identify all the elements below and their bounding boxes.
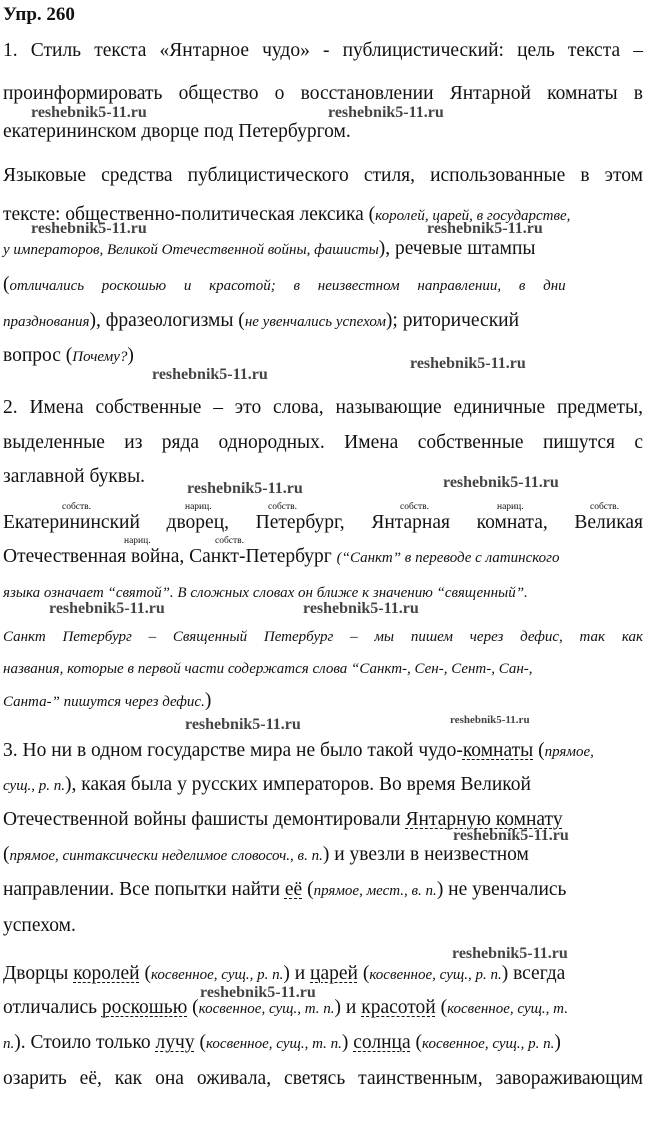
watermark: reshebnik5-11.ru <box>452 945 568 962</box>
text-segment: ( <box>302 879 314 900</box>
text-segment: отличались <box>3 997 102 1018</box>
text-line <box>3 343 643 370</box>
text-segment: ( <box>3 274 10 295</box>
annotation: косвенное, сущ., р. п. <box>422 1036 555 1052</box>
annotation: сущ., р. п. <box>3 778 66 794</box>
text-segment: ( <box>410 1032 422 1053</box>
text-segment: направлении. Все попытки найти <box>3 879 285 900</box>
text-segment: ), речевые штампы <box>378 238 536 259</box>
watermark: reshebnik5-11.ru <box>31 220 147 237</box>
example-words: отличались роскошью и красотой; в неизвестном направлении, в дни <box>9 278 566 294</box>
text-segment: Отечественная война, Санкт-Петербург <box>3 546 337 567</box>
page-title: Упр. 260 <box>3 4 75 25</box>
annotation: косвенное, сущ., т. п. <box>205 1036 342 1052</box>
annotation: косвенное, сущ., т. п. <box>198 1001 335 1017</box>
highlighted-word: красотой <box>361 997 436 1018</box>
watermark: reshebnik5-11.ru <box>152 366 268 383</box>
highlighted-word: её <box>284 879 303 900</box>
annotation: косвенное, сущ., т. <box>447 1001 568 1017</box>
text-segment: вопрос ( <box>3 345 73 366</box>
text-segment: ( <box>435 997 448 1018</box>
example-words: Почему? <box>72 349 128 365</box>
text-line <box>3 738 643 765</box>
text-segment: ) <box>127 345 134 366</box>
text-segment: ) <box>341 1032 354 1053</box>
text-line <box>3 1030 643 1057</box>
watermark: reshebnik5-11.ru <box>443 474 559 491</box>
note-line: Санкт Петербург – Священный Петербург – мы пишем через дефис, так как <box>3 629 643 645</box>
watermark: reshebnik5-11.ru <box>410 355 526 372</box>
tag-common: нариц. <box>124 536 151 546</box>
watermark: reshebnik5-11.ru <box>427 220 543 237</box>
note-line: названия, которые в первой части содержатся слова “Санкт-, Сен-, Сент-, Сан-, <box>3 661 533 677</box>
annotation: косвенное, сущ., р. п. <box>369 967 502 983</box>
text-line <box>3 236 643 263</box>
annotation: п. <box>3 1036 15 1052</box>
note: (“Санкт” в переводе с латинского <box>336 550 560 566</box>
text-segment: ) не увенчались <box>436 879 567 900</box>
text-segment: ) <box>204 690 212 711</box>
text-line <box>3 961 643 988</box>
text-line: успехом. <box>3 915 76 936</box>
annotation: прямое, <box>544 744 594 760</box>
watermark: reshebnik5-11.ru <box>200 984 316 1001</box>
annotation: прямое, синтаксически неделимое словосоч., в. п. <box>9 848 323 864</box>
example-words: у императоров, Великой Отечественной войны, фашисты <box>3 242 379 258</box>
watermark: reshebnik5-11.ru <box>187 480 303 497</box>
highlighted-word: Янтарную комнату <box>405 809 563 830</box>
text-line: 2. Имена собственные – это слова, называющие единичные предметы, <box>3 397 643 418</box>
text-segment: 3. Но ни в одном государстве мира не было такой чудо- <box>3 740 463 761</box>
note-line: языка означает “святой”. В сложных словах он ближе к значению “священный”. <box>3 585 528 601</box>
text-segment: ) и <box>334 997 362 1018</box>
example-words: не увенчались успехом <box>244 314 386 330</box>
text-segment: ( <box>3 844 10 865</box>
text-line <box>3 877 643 904</box>
text-segment: тексте: общественно-политическая лексика ( <box>3 204 376 225</box>
tag-own: собств. <box>400 502 430 512</box>
text-line: озарить её, как она оживала, светясь таинственным, завораживающим <box>3 1068 643 1089</box>
text-line: 1. Стиль текста «Янтарное чудо» - публицистический: цель текста – <box>3 40 643 61</box>
note: Санта-” пишутся через дефис. <box>3 694 205 710</box>
text-segment: ( <box>533 740 545 761</box>
text-segment: ( <box>139 963 151 984</box>
text-line: екатерининском дворце под Петербургом. <box>3 121 351 142</box>
tag-own: собств. <box>590 502 620 512</box>
text-segment: Дворцы <box>3 963 74 984</box>
highlighted-word: царей <box>310 963 358 984</box>
watermark: reshebnik5-11.ru <box>31 104 147 121</box>
text-line: проинформировать общество о восстановлении Янтарной комнаты в <box>3 83 643 104</box>
watermark: reshebnik5-11.ru <box>450 714 530 726</box>
watermark: reshebnik5-11.ru <box>185 716 301 733</box>
tag-own: собств. <box>62 502 92 512</box>
highlighted-word: комнаты <box>462 740 534 761</box>
tag-common: нариц. <box>185 502 212 512</box>
text-line <box>3 272 643 299</box>
text-segment: ). Стоило только <box>14 1032 156 1053</box>
text-segment: ), фразеологизмы ( <box>89 310 245 331</box>
text-segment: ( <box>187 997 199 1018</box>
text-segment: ); риторический <box>385 310 520 331</box>
text-segment: ( <box>194 1032 206 1053</box>
highlighted-word: королей <box>73 963 140 984</box>
annotation: прямое, мест., в. п. <box>313 883 437 899</box>
highlighted-word: роскошью <box>101 997 188 1018</box>
text-segment: ), какая была у русских императоров. Во время Великой <box>65 774 531 795</box>
text-line <box>3 308 643 335</box>
highlighted-word: лучу <box>155 1032 195 1053</box>
tag-own: собств. <box>268 502 298 512</box>
text-line <box>3 842 643 869</box>
text-line: Екатерининский дворец, Петербург, Янтарная комната, Великая <box>3 512 643 533</box>
text-line: выделенные из ряда однородных. Имена собственные пишутся с <box>3 432 643 453</box>
text-segment: ) и <box>283 963 311 984</box>
tag-common: нариц. <box>497 502 524 512</box>
text-line <box>3 772 643 799</box>
example-words: королей, царей, в государстве, <box>375 208 571 224</box>
text-line: Языковые средства публицистического стиля, использованные в этом <box>3 165 643 186</box>
annotation: косвенное, сущ., р. п. <box>150 967 284 983</box>
text-segment: Отечественной войны фашисты демонтировали <box>3 809 406 830</box>
text-line <box>3 544 643 571</box>
watermark: reshebnik5-11.ru <box>453 827 569 844</box>
text-segment: ) <box>554 1032 561 1053</box>
text-segment: ( <box>357 963 370 984</box>
tag-own: собств. <box>215 536 245 546</box>
watermark: reshebnik5-11.ru <box>328 104 444 121</box>
watermark: reshebnik5-11.ru <box>49 600 165 617</box>
watermark: reshebnik5-11.ru <box>303 600 419 617</box>
text-line <box>3 688 643 715</box>
highlighted-word: солнца <box>353 1032 411 1053</box>
example-words: празднования <box>3 314 90 330</box>
text-line <box>3 995 643 1022</box>
text-line: заглавной буквы. <box>3 466 146 487</box>
text-segment: ) всегда <box>501 963 566 984</box>
text-segment: ) и увезли в неизвестном <box>322 844 529 865</box>
